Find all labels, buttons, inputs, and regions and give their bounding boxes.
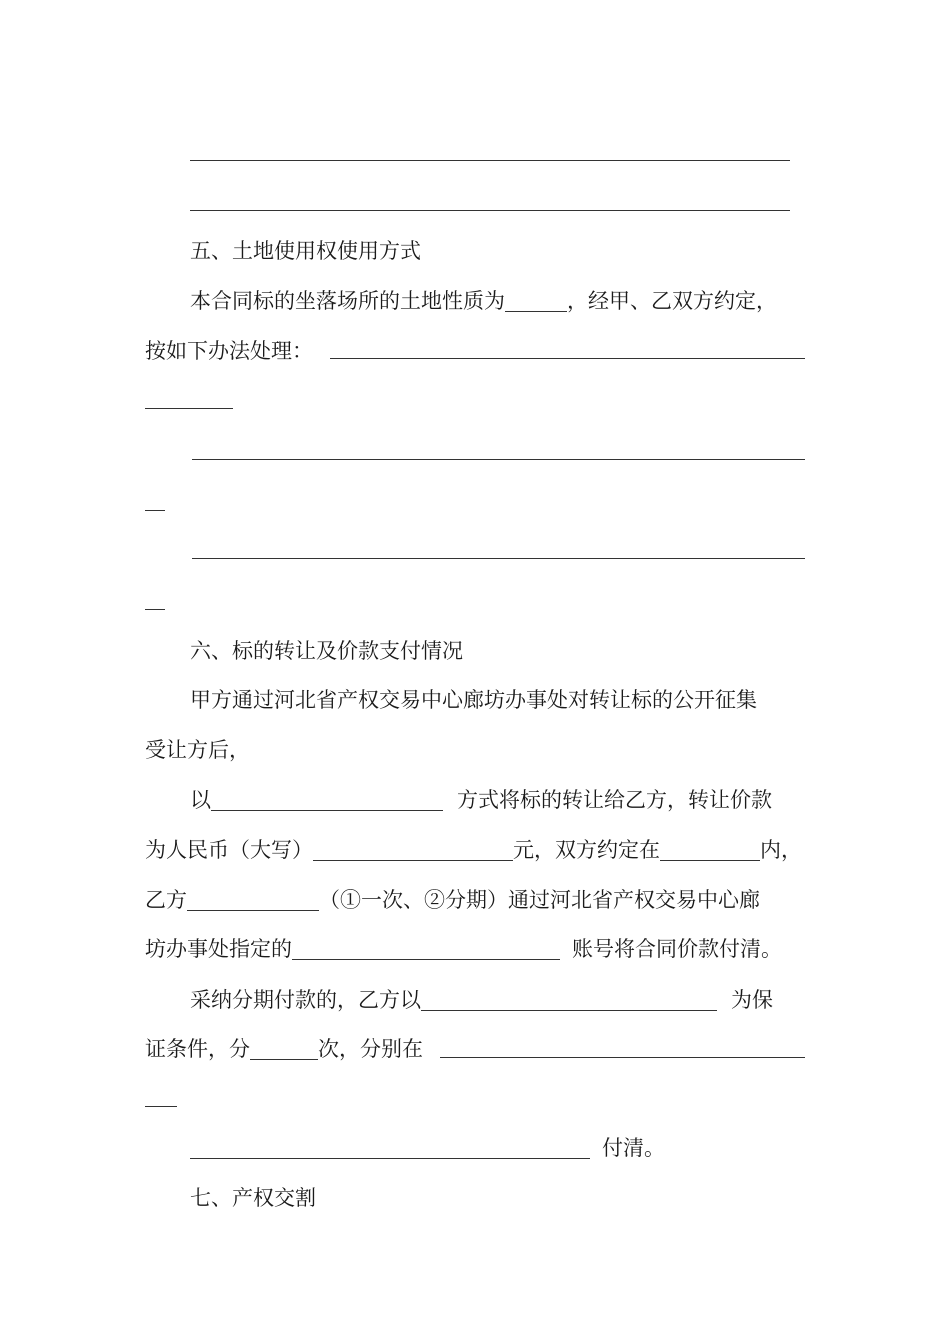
text: 证条件，分 <box>145 1037 250 1061</box>
paragraph-line <box>190 686 757 714</box>
text: 方式将标的转让给乙方，转让价款 <box>457 788 772 812</box>
fill-blank <box>660 838 760 861</box>
paragraph-line <box>190 986 773 1014</box>
section-heading: 七、产权交割 <box>190 1186 316 1210</box>
fill-blank <box>250 1037 318 1060</box>
text: 账号将合同价款付清。 <box>572 937 782 961</box>
text: 以 <box>190 788 211 812</box>
blank-rule <box>145 510 165 511</box>
section-heading: 五、土地使用权使用方式 <box>190 239 421 263</box>
text: （①一次、②分期）通过河北省产权交易中心廊 <box>319 888 760 912</box>
blank-rule <box>192 558 805 559</box>
fill-blank <box>187 888 319 911</box>
fill-blank <box>505 289 567 312</box>
blank-rule <box>190 160 790 161</box>
text: 按如下办法处理： <box>145 339 313 363</box>
text: 甲方通过河北省产权交易中心廊坊办事处对转让标的公开征集 <box>190 688 757 712</box>
text: 采纳分期付款的，乙方以 <box>190 988 421 1012</box>
text: 本合同标的坐落场所的土地性质为 <box>190 289 505 313</box>
text: 乙方 <box>145 888 187 912</box>
paragraph-line <box>145 736 250 764</box>
paragraph-line <box>145 935 782 963</box>
text: 坊办事处指定的 <box>145 937 292 961</box>
fill-blank <box>421 988 717 1011</box>
text: ，经甲、乙双方约定， <box>567 289 777 313</box>
fill-blank <box>313 838 513 861</box>
blank-rule <box>192 459 805 460</box>
paragraph-line <box>190 1134 665 1162</box>
text: 元，双方约定在 <box>513 838 660 862</box>
text: 受让方后， <box>145 738 250 762</box>
blank-rule <box>145 408 233 409</box>
blank-rule <box>440 1057 805 1058</box>
fill-blank <box>292 937 560 960</box>
blank-rule <box>330 358 805 359</box>
paragraph-line <box>145 836 802 864</box>
section-heading: 六、标的转让及价款支付情况 <box>190 639 463 663</box>
paragraph-line <box>190 786 772 814</box>
text: 内， <box>760 838 802 862</box>
blank-rule <box>190 210 790 211</box>
text: 付清。 <box>602 1136 665 1160</box>
blank-rule <box>145 1106 177 1107</box>
text: 为保 <box>731 988 773 1012</box>
text: 次，分别在 <box>318 1037 423 1061</box>
paragraph-line <box>145 1035 423 1063</box>
paragraph-line <box>145 886 760 914</box>
text: 为人民币（大写） <box>145 838 313 862</box>
fill-blank <box>190 1136 590 1159</box>
blank-rule <box>145 609 165 610</box>
fill-blank <box>211 788 443 811</box>
paragraph-line <box>145 337 313 365</box>
paragraph-line <box>190 287 777 315</box>
